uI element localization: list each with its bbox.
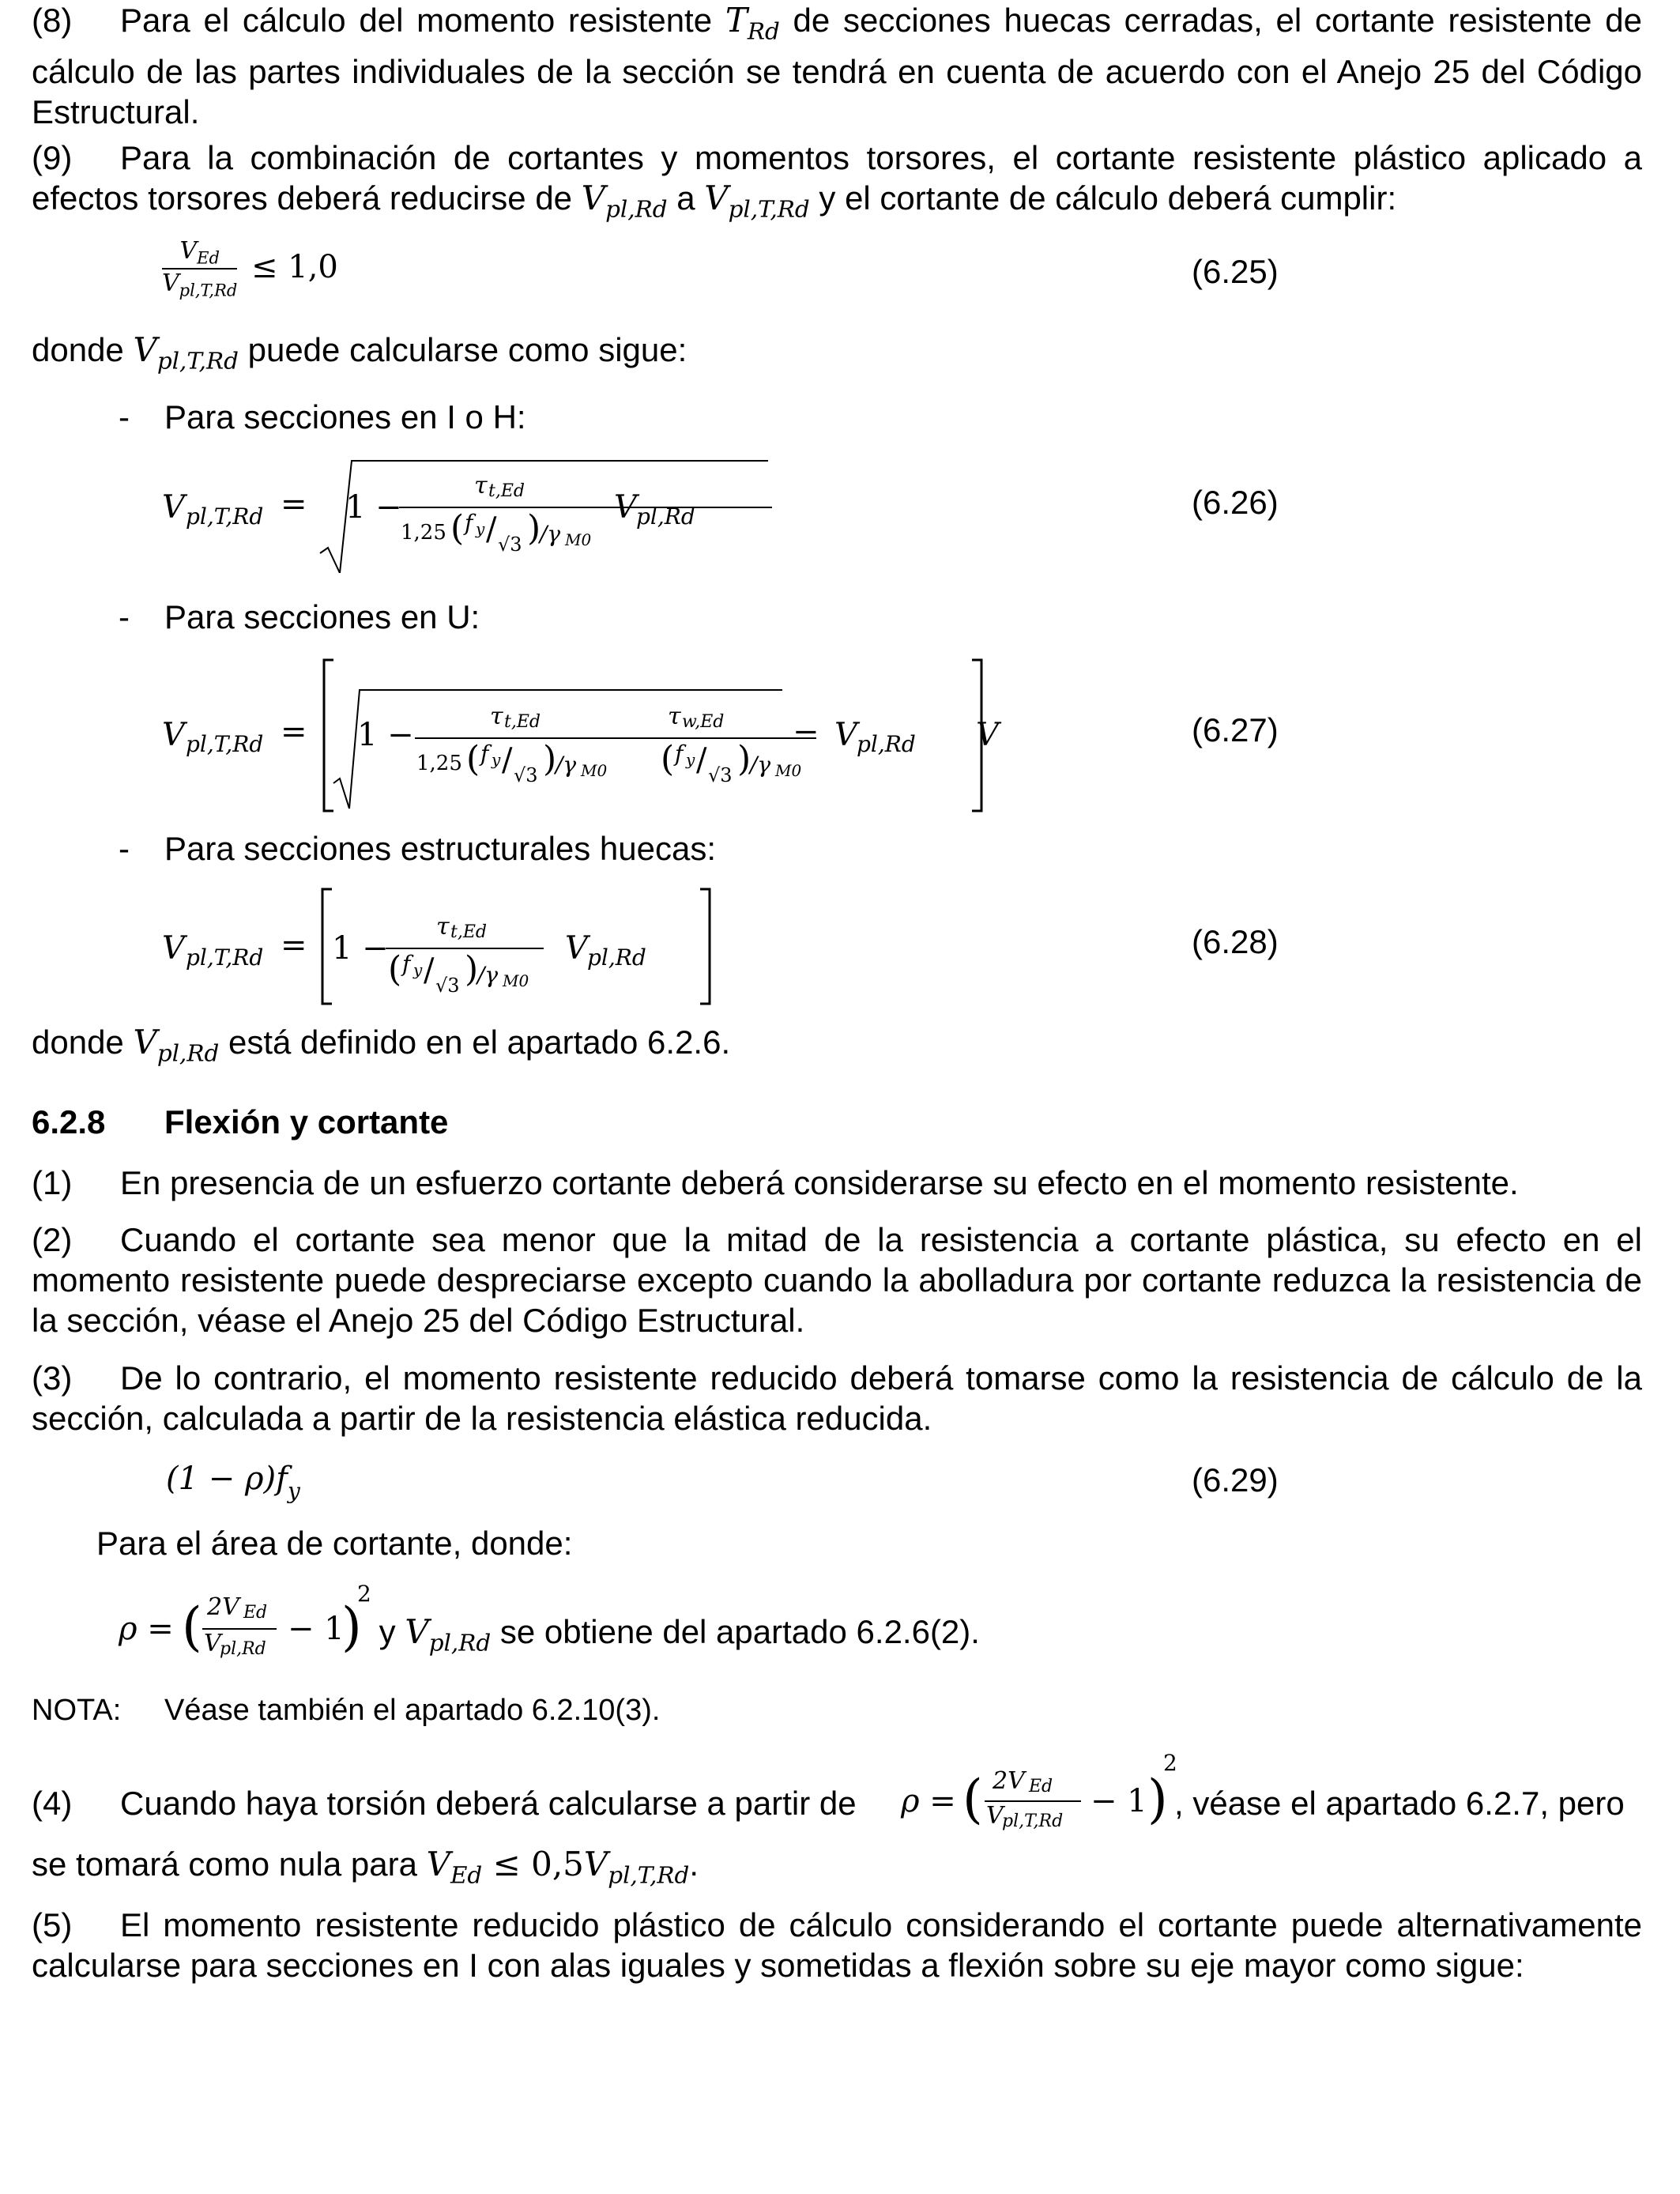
bullet-item: Para secciones en I o H: <box>164 398 526 435</box>
equation-6-26: V pl,T,Rd = 1 − τ t,Ed 1,25 ( f y / √3 ) /γ M0 V pl,Rd <box>162 454 715 573</box>
bullet-item: Para secciones estructurales huecas: <box>164 830 717 867</box>
paragraph-number: (9) <box>32 139 73 176</box>
equation-6-28: V pl,T,Rd = 1 − τ t,Ed ( f y / √3 ) /γ M0 V pl,Rd <box>162 888 715 1006</box>
paragraph-1: (1) En presencia de un esfuerzo cortante deberá considerarse su efecto en el momento resistente. <box>32 1164 1519 1201</box>
bullet-dash: - <box>119 830 130 867</box>
equation-number: (6.26) <box>1192 484 1279 521</box>
paragraph-3: (3) De lo contrario, el momento resistente reducido deberá tomarse como la resistencia de cálculo de la sección, calculada a partir de la resistencia elástica reducida. <box>32 1359 1642 1437</box>
section-heading <box>32 1103 448 1141</box>
equation-number: (6.29) <box>1192 1461 1279 1498</box>
paragraph-number: (8) <box>32 2 73 39</box>
section-number: 6.2.8 <box>32 1103 106 1140</box>
donde-line-1: donde $V_{pl,T,Rd}$ puede calcularse como sigue: <box>32 330 687 375</box>
equation-6-25: $\frac{V_{Ed}}{V_{pl,T,Rd}}$ ≤ 1,0 <box>162 237 338 300</box>
paragraph-4: (4) Cuando haya torsión deberá calcularse a partir de ρ = ( 2V Ed V pl,T,Rd − 1 ) 2 , véase el apartado 6.2.7, pero se tomará como nula para $V_{Ed} \le 0,5V_{pl,T,Rd}$. <box>32 1750 1625 1889</box>
donde-line-2: donde $V_{pl,Rd}$ está definido en el apartado 6.2.6. <box>32 1023 731 1067</box>
area-line: Para el área de cortante, donde: <box>96 1525 573 1562</box>
equation-6-27: V pl,T,Rd = 1 − τ t,Ed 1,25 ( f y / √3 ) /γ M0 − τ w,Ed V <box>162 658 952 812</box>
note-label: NOTA: <box>32 1694 122 1727</box>
paragraph-9: (9) Para la combinación de cortantes y momentos torsores, el cortante resistente plástico aplicado a efectos torsores deberá reducirse de $V_{pl,Rd}$ a $V_{pl,T,Rd}$ y el cortante de cálculo deberá cumplir: <box>32 139 1642 223</box>
paragraph-2: (2) Cuando el cortante sea menor que la mitad de la resistencia a cortante plástica, su efecto en el momento resistente puede despreciarse excepto cuando la abolladura por cortante reduzca la resistencia de la sección, véase el Anejo 25 del Código Estructural. <box>32 1221 1642 1339</box>
section-title: Flexión y cortante <box>164 1103 449 1140</box>
rho-definition: ρ = ( 2V Ed V pl,Rd − 1 ) 2 y $V_{pl,Rd}$ se obtiene del apartado 6.2.6(2). <box>119 1581 980 1659</box>
bullet-dash: - <box>119 398 130 435</box>
bullet-dash: - <box>119 598 130 635</box>
equation-number: (6.28) <box>1192 923 1279 960</box>
paragraph-5: (5) El momento resistente reducido plástico de cálculo considerando el cortante puede alternativamente calcularse para secciones en I con alas iguales y sometidas a flexión sobre su eje mayor como sigue: <box>32 1906 1642 1984</box>
paragraph-8: (8) Para el cálculo del momento resistente $T_{Rd}$ de secciones huecas cerradas, el cortante resistente de cálculo de las partes individuales de la sección se tendrá en cuenta de acuerdo con el Anejo 25 del Código Estructural. <box>32 1 1642 131</box>
bullet-item: Para secciones en U: <box>164 598 480 635</box>
equation-number: (6.25) <box>1192 253 1279 290</box>
note <box>32 1694 660 1728</box>
equation-6-29: $(1 - \rho)f_y$ <box>166 1461 300 1504</box>
note-text: Véase también el apartado 6.2.10(3). <box>164 1694 661 1727</box>
equation-number: (6.27) <box>1192 711 1279 748</box>
